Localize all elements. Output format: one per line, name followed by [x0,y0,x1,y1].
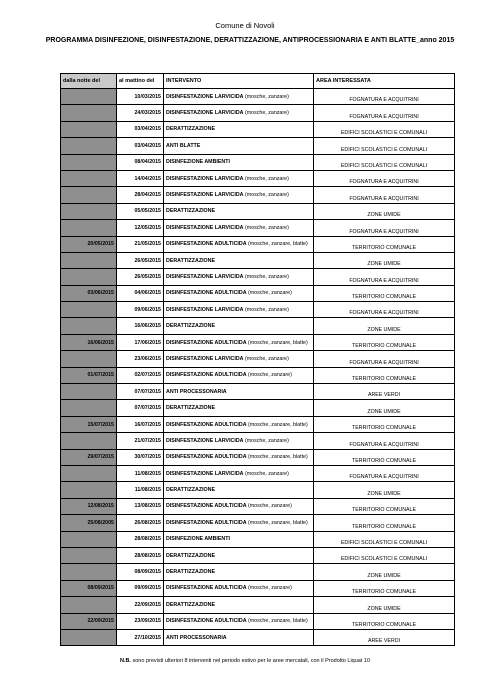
cell-area: FOGNATURA E ACQUITRINI [314,433,455,449]
cell-to-date: 27/10/2015 [117,629,164,645]
cell-to-date: 09/06/2015 [117,302,164,318]
intervention-type: DISINFESTAZIONE ADULTICIDA [166,339,247,346]
cell-intervention [164,203,314,219]
footnote [0,658,490,664]
cell-to-date: 16/07/2015 [117,416,164,432]
intervention-type: DISINFESTAZIONE LARVICIDA [166,306,244,313]
intervention-detail: (mosche, zanzare) [243,437,289,444]
intervention-type: DISINFESTAZIONE ADULTICIDA [166,519,247,526]
schedule-table [60,73,455,646]
cell-intervention [164,416,314,432]
cell-to-date: 16/06/2015 [117,318,164,334]
table-row [61,351,455,367]
cell-area: TERRITORIO COMUNALE [314,367,455,383]
cell-area: FOGNATURA E ACQUITRINI [314,465,455,481]
cell-to-date: 08/04/2015 [117,154,164,170]
cell-from-date: 08/09/2015 [61,580,117,596]
cell-area: ZONE UMIDE [314,564,455,580]
cell-from-date [61,531,117,547]
cell-from-date [61,203,117,219]
cell-from-date [61,154,117,170]
intervention-type: DISINFESTAZIONE ADULTICIDA [166,454,247,461]
cell-to-date: 23/09/2015 [117,613,164,629]
cell-intervention [164,400,314,416]
column-header-to: al mattino del [117,74,164,89]
intervention-detail: (mosche, zanzare, blatte) [246,339,308,346]
table-row [61,89,455,105]
table-row [61,416,455,432]
table-row [61,154,455,170]
table-row [61,138,455,154]
cell-to-date: 13/08/2015 [117,498,164,514]
cell-intervention [164,89,314,105]
cell-area: AREE VERDI [314,629,455,645]
intervention-type: DERATTIZZAZIONE [166,487,216,494]
cell-intervention [164,252,314,268]
intervention-detail: (mosche, zanzare) [243,93,289,100]
column-header-intervention: INTERVENTO [164,74,314,89]
cell-from-date: 16/06/2015 [61,334,117,350]
cell-area: EDIFICI SCOLASTICI E COMUNALI [314,138,455,154]
cell-intervention [164,482,314,498]
intervention-detail: (mosche, zanzare) [243,355,289,362]
cell-area: TERRITORIO COMUNALE [314,498,455,514]
table-row [61,465,455,481]
table-row [61,236,455,252]
cell-intervention [164,187,314,203]
intervention-detail: (mosche, zanzare, blatte) [246,618,308,625]
cell-area: TERRITORIO COMUNALE [314,285,455,301]
cell-area: FOGNATURA E ACQUITRINI [314,89,455,105]
intervention-type: DISINFESTAZIONE LARVICIDA [166,192,244,199]
cell-from-date [61,597,117,613]
cell-from-date: 01/07/2015 [61,367,117,383]
cell-to-date: 22/09/2015 [117,597,164,613]
intervention-type: DISINFESTAZIONE ADULTICIDA [166,618,247,625]
cell-to-date: 30/07/2015 [117,449,164,465]
table-row [61,252,455,268]
cell-to-date: 26/05/2015 [117,269,164,285]
cell-to-date: 04/06/2015 [117,285,164,301]
cell-area: EDIFICI SCOLASTICI E COMUNALI [314,531,455,547]
cell-intervention [164,220,314,236]
cell-intervention [164,269,314,285]
cell-area: EDIFICI SCOLASTICI E COMUNALI [314,154,455,170]
document-subtitle: PROGRAMMA DISINFEZIONE, DISINFESTAZIONE, DERATTIZZAZIONE, ANTIPROCESSIONARIA E ANTI BLATTE_anno 2015 [45,37,455,44]
cell-area: TERRITORIO COMUNALE [314,613,455,629]
cell-intervention [164,121,314,137]
cell-intervention [164,629,314,645]
table-row [61,482,455,498]
cell-to-date: 26/08/2015 [117,515,164,531]
cell-intervention [164,285,314,301]
table-row [61,449,455,465]
table-row [61,515,455,531]
cell-intervention [164,236,314,252]
cell-area: ZONE UMIDE [314,482,455,498]
column-header-from: dalla notte del [61,74,117,89]
cell-from-date [61,547,117,563]
intervention-type: DISINFESTAZIONE LARVICIDA [166,224,244,231]
table-header-row [61,74,455,89]
intervention-type: DERATTIZZAZIONE [166,405,216,412]
intervention-detail: (mosche, zanzare) [243,192,289,199]
cell-intervention [164,105,314,121]
cell-area: ZONE UMIDE [314,252,455,268]
cell-intervention [164,351,314,367]
intervention-type: DISINFESTAZIONE LARVICIDA [166,273,244,280]
intervention-detail: (mosche, zanzare) [243,175,289,182]
table-row [61,564,455,580]
intervention-detail: (mosche, zanzare) [243,110,289,117]
intervention-detail: (mosche, zanzare) [243,306,289,313]
table-row [61,170,455,186]
intervention-detail: (mosche, zanzare, blatte) [246,454,308,461]
intervention-type: ANTI PROCESSONARIA [166,388,227,395]
intervention-type: DERATTIZZAZIONE [166,257,216,264]
cell-intervention [164,597,314,613]
table-row [61,433,455,449]
table-row [61,220,455,236]
cell-from-date: 29/07/2015 [61,449,117,465]
intervention-detail: (mosche, zanzare) [246,372,292,379]
table-row [61,105,455,121]
intervention-type: DISINFESTAZIONE LARVICIDA [166,437,244,444]
cell-from-date [61,121,117,137]
cell-area: ZONE UMIDE [314,203,455,219]
cell-to-date: 03/04/2015 [117,121,164,137]
cell-to-date: 08/09/2015 [117,564,164,580]
cell-to-date: 07/07/2015 [117,384,164,400]
table-row [61,384,455,400]
cell-from-date: 20/05/2015 [61,236,117,252]
cell-to-date: 09/09/2015 [117,580,164,596]
intervention-detail: (mosche, zanzare) [246,585,292,592]
intervention-type: DISINFESTAZIONE LARVICIDA [166,175,244,182]
cell-from-date: 25/08/2005 [61,515,117,531]
footnote-text: sono previsti ulteriori 8 interventi nel periodo estivo per le aree mercatali, con il Prodotto Liquat 10 [132,658,371,664]
column-header-area: AREA INTERESSATA [314,74,455,89]
cell-area: FOGNATURA E ACQUITRINI [314,105,455,121]
cell-intervention [164,170,314,186]
cell-intervention [164,449,314,465]
document-title: Comune di Novoli [215,21,275,30]
cell-to-date: 28/04/2015 [117,187,164,203]
cell-from-date [61,564,117,580]
cell-intervention [164,367,314,383]
table-row [61,187,455,203]
cell-area: TERRITORIO COMUNALE [314,449,455,465]
table-row [61,498,455,514]
intervention-detail: (mosche, zanzare, blatte) [246,421,308,428]
cell-intervention [164,498,314,514]
cell-from-date [61,89,117,105]
cell-area: TERRITORIO COMUNALE [314,334,455,350]
intervention-detail: (mosche, zanzare) [246,503,292,510]
cell-intervention [164,564,314,580]
cell-from-date [61,138,117,154]
cell-from-date: 15/07/2015 [61,416,117,432]
cell-from-date [61,351,117,367]
cell-intervention [164,547,314,563]
cell-area: TERRITORIO COMUNALE [314,416,455,432]
intervention-detail: (mosche, zanzare, blatte) [246,519,308,526]
cell-area: AREE VERDI [314,384,455,400]
cell-to-date: 24/03/2015 [117,105,164,121]
table-row [61,613,455,629]
cell-to-date: 12/05/2015 [117,220,164,236]
cell-area: FOGNATURA E ACQUITRINI [314,351,455,367]
cell-from-date [61,302,117,318]
cell-intervention [164,613,314,629]
cell-intervention [164,433,314,449]
table-row [61,334,455,350]
cell-from-date [61,433,117,449]
cell-area: ZONE UMIDE [314,400,455,416]
cell-to-date: 02/07/2015 [117,367,164,383]
cell-to-date: 23/06/2015 [117,351,164,367]
intervention-type: DISINFESTAZIONE LARVICIDA [166,110,244,117]
table-row [61,203,455,219]
intervention-type: ANTI BLATTE [166,142,201,149]
cell-area: FOGNATURA E ACQUITRINI [314,170,455,186]
cell-to-date: 03/04/2015 [117,138,164,154]
cell-from-date [61,187,117,203]
cell-area: ZONE UMIDE [314,318,455,334]
intervention-detail: (mosche, zanzare) [243,224,289,231]
cell-to-date: 14/04/2015 [117,170,164,186]
table-row [61,400,455,416]
cell-from-date [61,269,117,285]
table-row [61,597,455,613]
cell-from-date: 03/06/2015 [61,285,117,301]
table-row [61,285,455,301]
table-row [61,302,455,318]
cell-from-date [61,252,117,268]
intervention-type: DISINFESTAZIONE ADULTICIDA [166,241,247,248]
cell-to-date: 11/08/2015 [117,465,164,481]
intervention-detail: (mosche, zanzare) [243,470,289,477]
cell-area: TERRITORIO COMUNALE [314,580,455,596]
cell-intervention [164,318,314,334]
cell-from-date [61,482,117,498]
intervention-detail: (mosche, zanzare) [246,290,292,297]
cell-area: TERRITORIO COMUNALE [314,515,455,531]
cell-intervention [164,531,314,547]
intervention-type: DISINFESTAZIONE ADULTICIDA [166,421,247,428]
table-row [61,547,455,563]
intervention-type: DERATTIZZAZIONE [166,569,216,576]
cell-from-date [61,384,117,400]
table-row [61,531,455,547]
intervention-type: DERATTIZZAZIONE [166,208,216,215]
table-row [61,367,455,383]
cell-to-date: 05/05/2015 [117,203,164,219]
intervention-type: ANTI PROCESSONARIA [166,634,227,641]
cell-to-date: 17/06/2015 [117,334,164,350]
cell-area: ZONE UMIDE [314,597,455,613]
cell-from-date [61,465,117,481]
cell-to-date: 11/08/2015 [117,482,164,498]
cell-from-date: 12/08/2015 [61,498,117,514]
cell-intervention [164,302,314,318]
table-row [61,269,455,285]
cell-area: FOGNATURA E ACQUITRINI [314,302,455,318]
footnote-label: N.B. [119,658,131,664]
cell-to-date: 21/05/2015 [117,236,164,252]
cell-area: EDIFICI SCOLASTICI E COMUNALI [314,547,455,563]
cell-from-date [61,629,117,645]
cell-intervention [164,465,314,481]
table-row [61,121,455,137]
cell-to-date: 21/07/2015 [117,433,164,449]
intervention-type: DERATTIZZAZIONE [166,601,216,608]
table-row [61,629,455,645]
cell-from-date [61,105,117,121]
intervention-type: DISINFESTAZIONE ADULTICIDA [166,290,247,297]
intervention-detail: (mosche, zanzare, blatte) [246,241,308,248]
cell-to-date: 28/08/2015 [117,547,164,563]
intervention-type: DERATTIZZAZIONE [166,552,216,559]
cell-intervention [164,154,314,170]
intervention-detail: (mosche, zanzare) [243,273,289,280]
intervention-type: DISINFESTAZIONE LARVICIDA [166,470,244,477]
cell-area: FOGNATURA E ACQUITRINI [314,269,455,285]
cell-intervention [164,384,314,400]
cell-to-date: 10/03/2015 [117,89,164,105]
intervention-type: DISINFESTAZIONE ADULTICIDA [166,372,247,379]
cell-area: EDIFICI SCOLASTICI E COMUNALI [314,121,455,137]
intervention-type: DISINFESTAZIONE LARVICIDA [166,355,244,362]
cell-area: FOGNATURA E ACQUITRINI [314,220,455,236]
intervention-type: DISINFESTAZIONE ADULTICIDA [166,503,247,510]
table-row [61,318,455,334]
cell-intervention [164,580,314,596]
cell-intervention [164,138,314,154]
cell-to-date: 26/05/2015 [117,252,164,268]
intervention-type: DISINFESTAZIONE LARVICIDA [166,93,244,100]
cell-area: FOGNATURA E ACQUITRINI [314,187,455,203]
intervention-type: DERATTIZZAZIONE [166,126,216,133]
cell-to-date: 28/08/2015 [117,531,164,547]
intervention-type: DISINFESTAZIONE ADULTICIDA [166,585,247,592]
cell-from-date [61,170,117,186]
cell-intervention [164,334,314,350]
cell-from-date: 22/09/2015 [61,613,117,629]
cell-area: TERRITORIO COMUNALE [314,236,455,252]
intervention-type: DERATTIZZAZIONE [166,323,216,330]
cell-to-date: 07/07/2015 [117,400,164,416]
cell-intervention [164,515,314,531]
cell-from-date [61,400,117,416]
cell-from-date [61,318,117,334]
cell-from-date [61,220,117,236]
table-row [61,580,455,596]
intervention-type: DISINFEZIONE AMBIENTI [166,536,230,543]
intervention-type: DISINFEZIONE AMBIENTI [166,159,230,166]
